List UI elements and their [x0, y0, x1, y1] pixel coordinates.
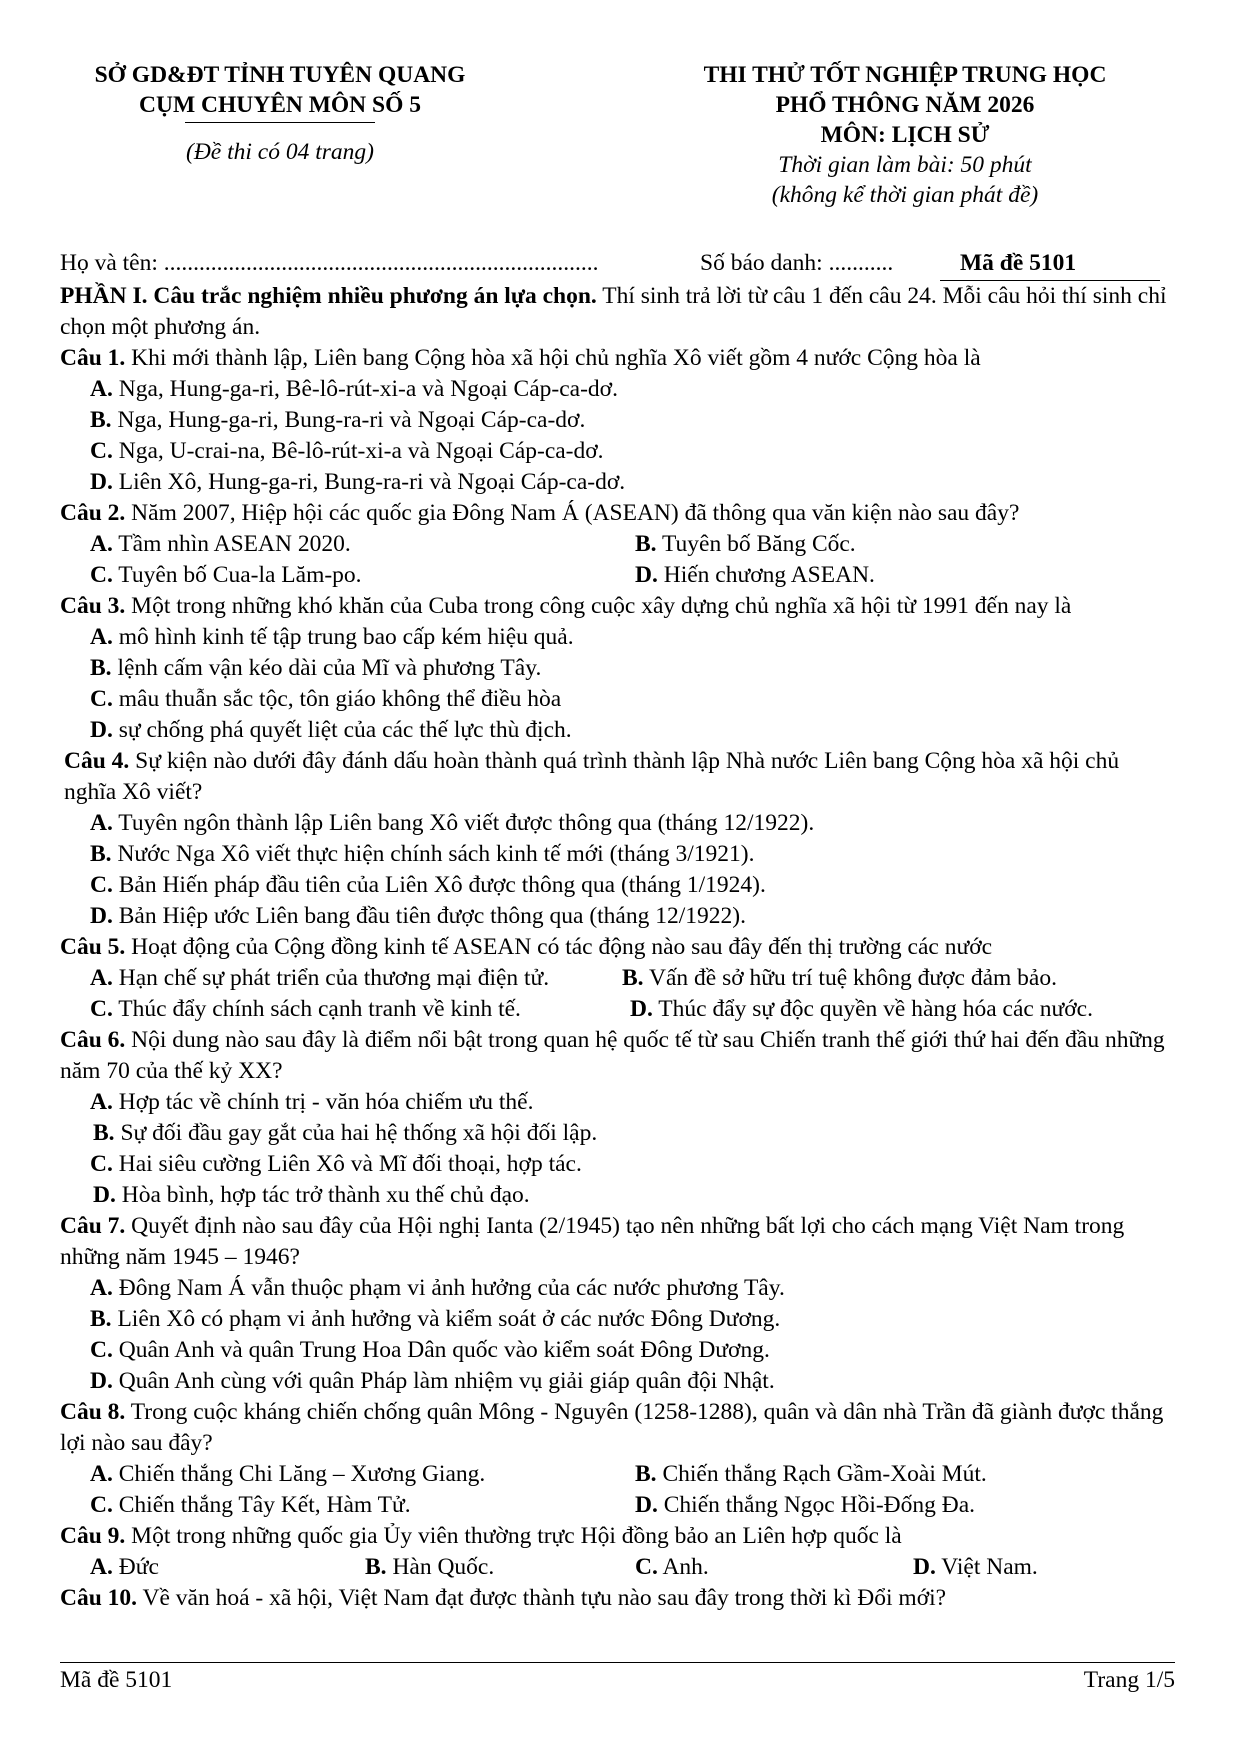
option-4a[interactable]: [60, 808, 1175, 839]
option-label: B.: [90, 655, 112, 681]
option-text: Đức: [112, 1554, 159, 1580]
options-row: [60, 560, 1175, 591]
option-text: Vấn đề sở hữu trí tuệ không được đảm bảo.: [643, 965, 1057, 991]
question-number: Câu 5.: [60, 934, 126, 960]
option-text: Chiến thắng Ngọc Hồi-Đống Đa.: [657, 1492, 976, 1518]
option-text: Việt Nam.: [935, 1554, 1038, 1580]
question-5: [60, 932, 1175, 963]
option-text: Sự đối đầu gay gắt của hai hệ thống xã hội đối lập.: [114, 1120, 598, 1146]
exam-header: [60, 60, 1175, 250]
option-label: A.: [90, 810, 113, 836]
option-text: Chiến thắng Tây Kết, Hàm Tử.: [112, 1492, 411, 1518]
option-text: Tuyên bố Băng Cốc.: [656, 531, 856, 557]
question-text: Nội dung nào sau đây là điểm nổi bật trong quan hệ quốc tế từ sau Chiến tranh thế giới thứ hai đến đầu những năm 70 của thế kỷ XX?: [60, 1027, 1165, 1084]
option-label: D.: [635, 562, 658, 588]
option-label: A.: [90, 1089, 113, 1115]
option-text: lệnh cấm vận kéo dài của Mĩ và phương Tây.: [111, 655, 542, 681]
page-footer: [60, 1662, 1175, 1697]
option-label: A.: [90, 1461, 113, 1487]
option-label: B.: [622, 965, 644, 991]
question-3: [60, 591, 1175, 622]
option-label: A.: [90, 376, 113, 402]
header-right: [635, 60, 1175, 210]
option-label: D.: [90, 903, 113, 929]
option-label: D.: [90, 1368, 113, 1394]
option-7a[interactable]: [60, 1273, 1175, 1304]
options-row: [60, 994, 1175, 1025]
part1-title: PHẦN I. Câu trắc nghiệm nhiều phương án lựa chọn.: [60, 283, 597, 309]
option-5d[interactable]: [630, 994, 1093, 1025]
option-text: Bản Hiệp ước Liên bang đầu tiên được thông qua (tháng 12/1922).: [112, 903, 746, 929]
exam-body: [60, 281, 1175, 1614]
question-text: Một trong những khó khăn của Cuba trong công cuộc xây dựng chủ nghĩa xã hội từ 1991 đến nay là: [125, 593, 1072, 619]
option-label: C.: [90, 562, 113, 588]
header-divider: [185, 122, 375, 123]
option-3a[interactable]: [60, 622, 1175, 653]
exam-duration: Thời gian làm bài: 50 phút: [778, 152, 1032, 178]
question-6: [60, 1025, 1175, 1087]
question-number: Câu 8.: [60, 1399, 126, 1425]
option-1a[interactable]: [60, 374, 1175, 405]
option-label: C.: [90, 872, 113, 898]
option-4c[interactable]: [60, 870, 1175, 901]
subject-name: MÔN: LỊCH SỬ: [820, 122, 990, 148]
footer-divider: [60, 1662, 1175, 1663]
question-10: [60, 1583, 1175, 1614]
options-row: [60, 963, 1175, 994]
question-text: Sự kiện nào dưới đây đánh dấu hoàn thành quá trình thành lập Nhà nước Liên bang Cộng hòa xã hội chủ nghĩa Xô viết?: [64, 748, 1120, 805]
option-text: sự chống phá quyết liệt của các thế lực thù địch.: [112, 717, 572, 743]
question-2: [60, 498, 1175, 529]
option-label: C.: [90, 1151, 113, 1177]
option-text: Nga, Hung-ga-ri, Bung-ra-ri và Ngoại Cáp-ca-dơ.: [111, 407, 586, 433]
option-6b[interactable]: [60, 1118, 1175, 1149]
department-name: SỞ GD&ĐT TỈNH TUYÊN QUANG: [94, 62, 466, 88]
option-text: Liên Xô, Hung-ga-ri, Bung-ra-ri và Ngoại Cáp-ca-dơ.: [112, 469, 626, 495]
option-8b[interactable]: [635, 1459, 987, 1490]
duration-note: (không kể thời gian phát đề): [771, 182, 1039, 208]
option-6a[interactable]: [60, 1087, 1175, 1118]
option-2d[interactable]: [635, 560, 875, 591]
option-8c[interactable]: [90, 1490, 411, 1521]
question-text: Khi mới thành lập, Liên bang Cộng hòa xã hội chủ nghĩa Xô viết gồm 4 nước Cộng hòa là: [125, 345, 981, 371]
option-9b[interactable]: [365, 1552, 494, 1583]
options-row: [60, 1490, 1175, 1521]
option-text: Thúc đẩy sự độc quyền về hàng hóa các nước.: [652, 996, 1093, 1022]
option-5b[interactable]: [622, 963, 1057, 994]
option-text: Nước Nga Xô viết thực hiện chính sách kinh tế mới (tháng 3/1921).: [111, 841, 755, 867]
option-label: B.: [635, 531, 657, 557]
part1-intro: [60, 281, 1175, 343]
question-text: Một trong những quốc gia Ủy viên thường trực Hội đồng bảo an Liên hợp quốc là: [125, 1523, 902, 1549]
option-text: Thúc đẩy chính sách cạnh tranh về kinh tế.: [112, 996, 521, 1022]
exam-page: [60, 60, 1175, 1614]
option-text: Hàn Quốc.: [386, 1554, 495, 1580]
option-5a[interactable]: [90, 963, 549, 994]
option-2b[interactable]: [635, 529, 856, 560]
question-number: Câu 7.: [60, 1213, 126, 1239]
part1-desc: Thí sinh trả lời từ câu 1 đến câu 24. Mỗi câu hỏi thí sinh chỉ chọn một phương án.: [60, 283, 1167, 340]
question-number: Câu 2.: [60, 500, 126, 526]
option-label: B.: [90, 407, 112, 433]
option-text: Tuyên bố Cua-la Lăm-po.: [112, 562, 362, 588]
option-1b[interactable]: [60, 405, 1175, 436]
cluster-name: CỤM CHUYÊN MÔN SỐ 5: [139, 92, 421, 118]
option-text: Hai siêu cường Liên Xô và Mĩ đối thoại, hợp tác.: [112, 1151, 582, 1177]
option-label: A.: [90, 531, 113, 557]
page-count-note: (Đề thi có 04 trang): [186, 139, 374, 165]
option-4d[interactable]: [60, 901, 1175, 932]
option-label: D.: [93, 1182, 116, 1208]
option-label: D.: [635, 1492, 658, 1518]
option-label: B.: [365, 1554, 387, 1580]
option-9c[interactable]: [635, 1552, 709, 1583]
option-text: Nga, Hung-ga-ri, Bê-lô-rút-xi-a và Ngoại Cáp-ca-dơ.: [112, 376, 618, 402]
option-7b[interactable]: [60, 1304, 1175, 1335]
option-label: C.: [90, 1492, 113, 1518]
option-label: A.: [90, 1275, 113, 1301]
option-label: A.: [90, 1554, 113, 1580]
option-label: C.: [635, 1554, 658, 1580]
option-3b[interactable]: [60, 653, 1175, 684]
options-row: [60, 529, 1175, 560]
option-7c[interactable]: [60, 1335, 1175, 1366]
question-text: Về văn hoá - xã hội, Việt Nam đạt được thành tựu nào sau đây trong thời kì Đổi mới?: [137, 1585, 947, 1611]
option-text: Đông Nam Á vẫn thuộc phạm vi ảnh hưởng của các nước phương Tây.: [112, 1275, 785, 1301]
option-label: A.: [90, 624, 113, 650]
question-text: Hoạt động của Cộng đồng kinh tế ASEAN có tác động nào sau đây đến thị trường các nước: [125, 934, 993, 960]
question-1: [60, 343, 1175, 374]
page-number: Trang 1/5: [1083, 1667, 1175, 1693]
question-number: Câu 9.: [60, 1523, 126, 1549]
option-label: C.: [90, 438, 113, 464]
option-text: Bản Hiến pháp đầu tiên của Liên Xô được thông qua (tháng 1/1924).: [112, 872, 766, 898]
option-1c[interactable]: [60, 436, 1175, 467]
option-label: B.: [90, 1306, 112, 1332]
option-2a[interactable]: [90, 529, 351, 560]
option-label: D.: [630, 996, 653, 1022]
option-text: Nga, U-crai-na, Bê-lô-rút-xi-a và Ngoại Cáp-ca-dơ.: [112, 438, 604, 464]
option-8a[interactable]: [90, 1459, 485, 1490]
option-label: D.: [90, 717, 113, 743]
option-6d[interactable]: [60, 1180, 1175, 1211]
candidate-name-field[interactable]: Họ và tên: ..........................................................................: [60, 250, 599, 276]
exam-title-line2: PHỔ THÔNG NĂM 2026: [775, 92, 1035, 118]
option-text: Tầm nhìn ASEAN 2020.: [112, 531, 351, 557]
option-label: B.: [635, 1461, 657, 1487]
option-label: C.: [90, 686, 113, 712]
question-7: [60, 1211, 1175, 1273]
option-7d[interactable]: [60, 1366, 1175, 1397]
option-4b[interactable]: [60, 839, 1175, 870]
option-text: Chiến thắng Rạch Gầm-Xoài Mút.: [656, 1461, 987, 1487]
option-label: C.: [90, 1337, 113, 1363]
option-text: Hòa bình, hợp tác trở thành xu thế chủ đạo.: [115, 1182, 530, 1208]
option-text: Hiến chương ASEAN.: [657, 562, 875, 588]
option-label: D.: [913, 1554, 936, 1580]
option-6c[interactable]: [60, 1149, 1175, 1180]
footer-row: [60, 1667, 1175, 1697]
question-number: Câu 3.: [60, 593, 126, 619]
option-text: mô hình kinh tế tập trung bao cấp kém hiệu quả.: [112, 624, 574, 650]
option-text: Quân Anh và quân Trung Hoa Dân quốc vào kiểm soát Đông Dương.: [112, 1337, 770, 1363]
option-9d[interactable]: [913, 1552, 1038, 1583]
footer-exam-code: Mã đề 5101: [60, 1667, 173, 1693]
option-label: C.: [90, 996, 113, 1022]
option-text: Chiến thắng Chi Lăng – Xương Giang.: [112, 1461, 486, 1487]
question-number: Câu 6.: [60, 1027, 126, 1053]
question-text: Quyết định nào sau đây của Hội nghị Ianta (2/1945) tạo nên những bất lợi cho cách mạng Việt Nam trong những năm 1945 – 1946?: [60, 1213, 1125, 1270]
option-text: Liên Xô có phạm vi ảnh hưởng và kiểm soát ở các nước Đông Dương.: [111, 1306, 781, 1332]
option-text: Quân Anh cùng với quân Pháp làm nhiệm vụ giải giáp quân đội Nhật.: [112, 1368, 775, 1394]
option-3c[interactable]: [60, 684, 1175, 715]
option-9a[interactable]: [90, 1552, 159, 1583]
option-label: A.: [90, 965, 113, 991]
options-row: [60, 1459, 1175, 1490]
question-text: Trong cuộc kháng chiến chống quân Mông - Nguyên (1258-1288), quân và dân nhà Trần đã giành được thắng lợi nào sau đây?: [60, 1399, 1164, 1456]
option-text: mâu thuẫn sắc tộc, tôn giáo không thể điều hòa: [112, 686, 562, 712]
option-text: Anh.: [657, 1554, 709, 1580]
candidate-info: [60, 250, 1175, 280]
question-9: [60, 1521, 1175, 1552]
question-8: [60, 1397, 1175, 1459]
option-label: D.: [90, 469, 113, 495]
option-label: B.: [90, 841, 112, 867]
option-2c[interactable]: [90, 560, 362, 591]
exam-code: Mã đề 5101: [960, 250, 1077, 276]
option-5c[interactable]: [90, 994, 521, 1025]
question-4: [60, 746, 1175, 808]
option-label: B.: [93, 1120, 115, 1146]
option-text: Hợp tác về chính trị - văn hóa chiếm ưu thế.: [112, 1089, 534, 1115]
option-text: Hạn chế sự phát triển của thương mại điện tử.: [112, 965, 550, 991]
option-8d[interactable]: [635, 1490, 975, 1521]
header-left: [60, 60, 500, 167]
question-number: Câu 1.: [60, 345, 126, 371]
exam-title-line1: THI THỬ TỐT NGHIỆP TRUNG HỌC: [703, 62, 1107, 88]
candidate-number-field[interactable]: Số báo danh: ...........: [700, 250, 894, 276]
option-text: Tuyên ngôn thành lập Liên bang Xô viết được thông qua (tháng 12/1922).: [112, 810, 815, 836]
question-text: Năm 2007, Hiệp hội các quốc gia Đông Nam Á (ASEAN) đã thông qua văn kiện nào sau đây?: [125, 500, 1020, 526]
option-3d[interactable]: [60, 715, 1175, 746]
option-1d[interactable]: [60, 467, 1175, 498]
options-row: [60, 1552, 1175, 1583]
question-number: Câu 4.: [64, 748, 130, 774]
question-number: Câu 10.: [60, 1585, 138, 1611]
